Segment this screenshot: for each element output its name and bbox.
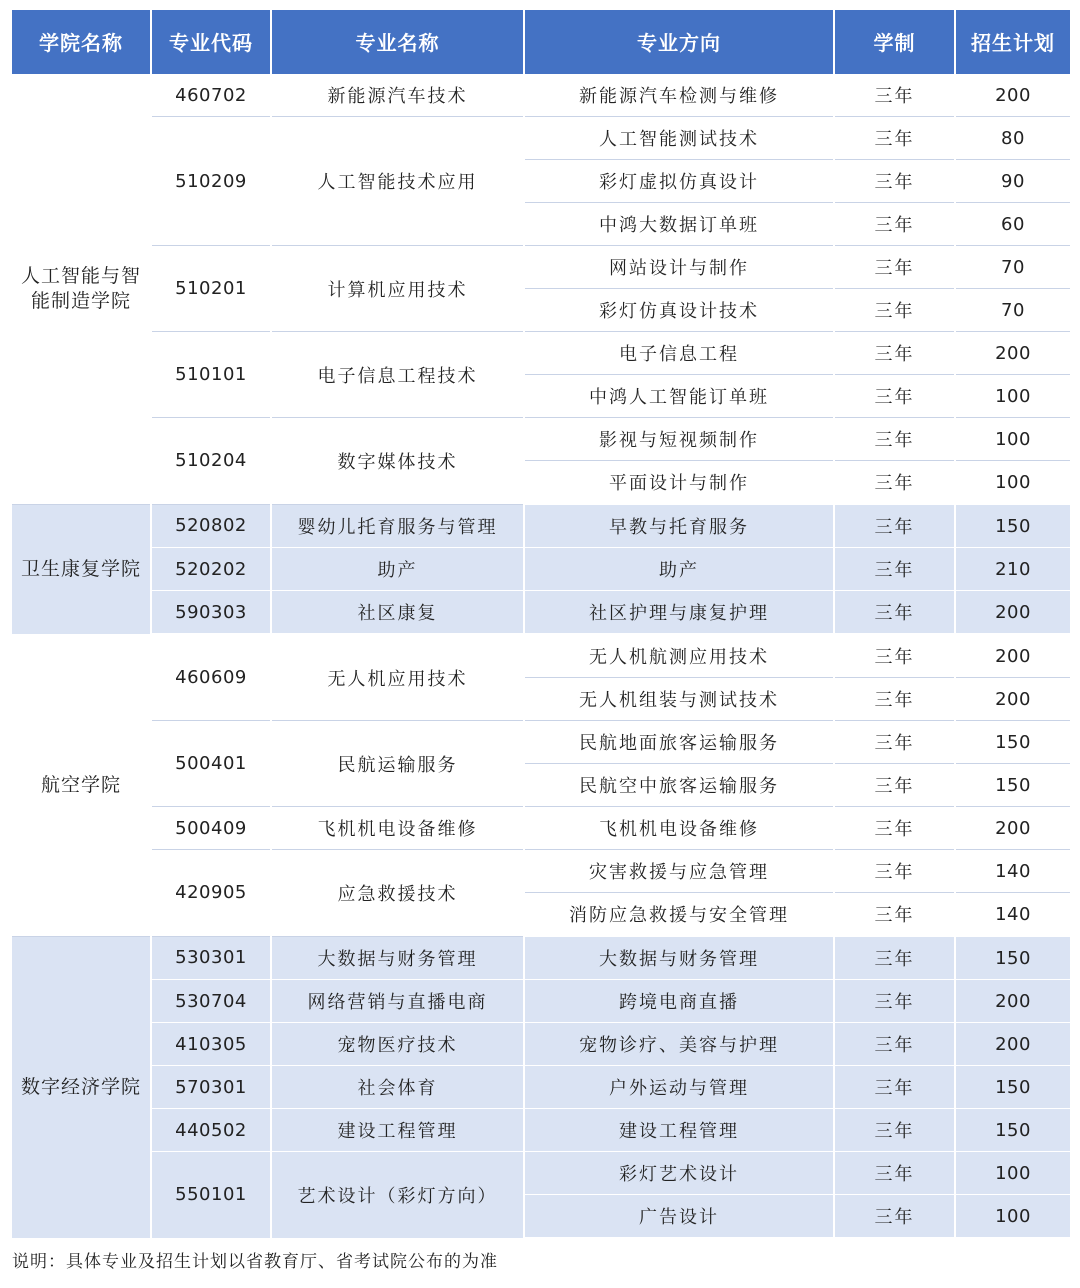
header-college: 学院名称 (11, 10, 151, 74)
table-row (11, 980, 1071, 1023)
major-name-cell: 无人机应用技术 (271, 634, 524, 721)
direction-cell: 大数据与财务管理 (524, 936, 834, 980)
plan-count-cell: 200 (955, 1023, 1071, 1066)
table-row (11, 548, 1071, 591)
duration-cell: 三年 (834, 764, 955, 807)
header-duration: 学制 (834, 10, 955, 74)
table-row (11, 634, 1071, 678)
header-direction: 专业方向 (524, 10, 834, 74)
major-code-cell: 460609 (151, 634, 271, 721)
major-code-cell: 590303 (151, 591, 271, 635)
major-code-cell: 510204 (151, 418, 271, 505)
duration-cell: 三年 (834, 893, 955, 937)
table-row (11, 504, 1071, 548)
direction-cell: 人工智能测试技术 (524, 117, 834, 160)
table-header-row (11, 10, 1071, 74)
major-name-cell: 应急救援技术 (271, 850, 524, 937)
major-code-cell: 510209 (151, 117, 271, 246)
duration-cell: 三年 (834, 289, 955, 332)
plan-count-cell: 60 (955, 203, 1071, 246)
plan-count-cell: 70 (955, 289, 1071, 332)
table-row (11, 332, 1071, 375)
major-code-cell: 530301 (151, 936, 271, 980)
table-row (11, 74, 1071, 117)
table-body (11, 74, 1071, 1239)
major-name-cell: 数字媒体技术 (271, 418, 524, 505)
major-name-cell: 网络营销与直播电商 (271, 980, 524, 1023)
table-row (11, 1152, 1071, 1195)
table-row (11, 117, 1071, 160)
major-code-cell: 570301 (151, 1066, 271, 1109)
direction-cell: 影视与短视频制作 (524, 418, 834, 461)
direction-cell: 跨境电商直播 (524, 980, 834, 1023)
table-row (11, 936, 1071, 980)
direction-cell: 中鸿大数据订单班 (524, 203, 834, 246)
duration-cell: 三年 (834, 418, 955, 461)
direction-cell: 民航地面旅客运输服务 (524, 721, 834, 764)
table-row (11, 246, 1071, 289)
plan-count-cell: 150 (955, 1066, 1071, 1109)
major-name-cell: 社区康复 (271, 591, 524, 635)
plan-count-cell: 140 (955, 893, 1071, 937)
major-name-cell: 人工智能技术应用 (271, 117, 524, 246)
major-name-cell: 电子信息工程技术 (271, 332, 524, 418)
duration-cell: 三年 (834, 246, 955, 289)
plan-count-cell: 70 (955, 246, 1071, 289)
plan-count-cell: 100 (955, 1152, 1071, 1195)
college-name-cell: 数字经济学院 (11, 936, 151, 1238)
plan-count-cell: 150 (955, 936, 1071, 980)
table-row (11, 807, 1071, 850)
footnote: 说明：具体专业及招生计划以省教育厅、省考试院公布的为准 (12, 1252, 498, 1272)
duration-cell: 三年 (834, 721, 955, 764)
major-name-cell: 新能源汽车技术 (271, 74, 524, 117)
duration-cell: 三年 (834, 980, 955, 1023)
duration-cell: 三年 (834, 504, 955, 548)
college-name-cell: 人工智能与智能制造学院 (11, 74, 151, 505)
plan-count-cell: 150 (955, 504, 1071, 548)
enrollment-plan (10, 10, 1070, 1272)
header-major-name: 专业名称 (271, 10, 524, 74)
major-name-cell: 计算机应用技术 (271, 246, 524, 332)
table-row (11, 1109, 1071, 1152)
direction-cell: 新能源汽车检测与维修 (524, 74, 834, 117)
major-name-cell: 社会体育 (271, 1066, 524, 1109)
major-code-cell: 520802 (151, 504, 271, 548)
major-name-cell: 大数据与财务管理 (271, 936, 524, 980)
plan-count-cell: 200 (955, 807, 1071, 850)
major-name-cell: 建设工程管理 (271, 1109, 524, 1152)
direction-cell: 飞机机电设备维修 (524, 807, 834, 850)
major-name-cell: 民航运输服务 (271, 721, 524, 807)
plan-count-cell: 150 (955, 764, 1071, 807)
college-name-cell: 卫生康复学院 (11, 504, 151, 634)
duration-cell: 三年 (834, 74, 955, 117)
major-code-cell: 500401 (151, 721, 271, 807)
plan-count-cell: 200 (955, 591, 1071, 635)
major-code-cell: 520202 (151, 548, 271, 591)
major-code-cell: 510101 (151, 332, 271, 418)
direction-cell: 广告设计 (524, 1195, 834, 1239)
table-row (11, 1023, 1071, 1066)
direction-cell: 灾害救援与应急管理 (524, 850, 834, 893)
major-code-cell: 510201 (151, 246, 271, 332)
duration-cell: 三年 (834, 936, 955, 980)
table-row (11, 721, 1071, 764)
plan-count-cell: 200 (955, 634, 1071, 678)
major-code-cell: 460702 (151, 74, 271, 117)
major-code-cell: 530704 (151, 980, 271, 1023)
plan-count-cell: 100 (955, 418, 1071, 461)
direction-cell: 早教与托育服务 (524, 504, 834, 548)
duration-cell: 三年 (834, 634, 955, 678)
plan-count-cell: 200 (955, 74, 1071, 117)
duration-cell: 三年 (834, 332, 955, 375)
direction-cell: 彩灯艺术设计 (524, 1152, 834, 1195)
plan-count-cell: 200 (955, 332, 1071, 375)
plan-count-cell: 150 (955, 1109, 1071, 1152)
duration-cell: 三年 (834, 850, 955, 893)
header-major-code: 专业代码 (151, 10, 271, 74)
major-code-cell: 550101 (151, 1152, 271, 1239)
plan-count-cell: 200 (955, 980, 1071, 1023)
major-name-cell: 艺术设计（彩灯方向） (271, 1152, 524, 1239)
duration-cell: 三年 (834, 160, 955, 203)
duration-cell: 三年 (834, 807, 955, 850)
direction-cell: 民航空中旅客运输服务 (524, 764, 834, 807)
direction-cell: 无人机航测应用技术 (524, 634, 834, 678)
duration-cell: 三年 (834, 375, 955, 418)
duration-cell: 三年 (834, 1109, 955, 1152)
direction-cell: 彩灯虚拟仿真设计 (524, 160, 834, 203)
direction-cell: 电子信息工程 (524, 332, 834, 375)
major-name-cell: 飞机机电设备维修 (271, 807, 524, 850)
duration-cell: 三年 (834, 1066, 955, 1109)
plan-count-cell: 100 (955, 375, 1071, 418)
major-name-cell: 婴幼儿托育服务与管理 (271, 504, 524, 548)
duration-cell: 三年 (834, 1152, 955, 1195)
direction-cell: 户外运动与管理 (524, 1066, 834, 1109)
direction-cell: 助产 (524, 548, 834, 591)
duration-cell: 三年 (834, 548, 955, 591)
duration-cell: 三年 (834, 117, 955, 160)
plan-count-cell: 200 (955, 678, 1071, 721)
direction-cell: 建设工程管理 (524, 1109, 834, 1152)
major-name-cell: 宠物医疗技术 (271, 1023, 524, 1066)
direction-cell: 平面设计与制作 (524, 461, 834, 505)
plan-count-cell: 100 (955, 1195, 1071, 1239)
plan-count-cell: 90 (955, 160, 1071, 203)
duration-cell: 三年 (834, 1195, 955, 1239)
plan-count-cell: 140 (955, 850, 1071, 893)
duration-cell: 三年 (834, 591, 955, 635)
direction-cell: 社区护理与康复护理 (524, 591, 834, 635)
table-row (11, 591, 1071, 635)
major-code-cell: 500409 (151, 807, 271, 850)
direction-cell: 网站设计与制作 (524, 246, 834, 289)
duration-cell: 三年 (834, 678, 955, 721)
major-code-cell: 420905 (151, 850, 271, 937)
table-row (11, 1066, 1071, 1109)
direction-cell: 无人机组装与测试技术 (524, 678, 834, 721)
major-code-cell: 440502 (151, 1109, 271, 1152)
major-code-cell: 410305 (151, 1023, 271, 1066)
header-plan: 招生计划 (955, 10, 1071, 74)
enrollment-table (10, 10, 1072, 1239)
college-name-cell: 航空学院 (11, 634, 151, 936)
table-row (11, 418, 1071, 461)
direction-cell: 宠物诊疗、美容与护理 (524, 1023, 834, 1066)
direction-cell: 消防应急救援与安全管理 (524, 893, 834, 937)
plan-count-cell: 210 (955, 548, 1071, 591)
plan-count-cell: 80 (955, 117, 1071, 160)
major-name-cell: 助产 (271, 548, 524, 591)
table-row (11, 850, 1071, 893)
direction-cell: 中鸿人工智能订单班 (524, 375, 834, 418)
direction-cell: 彩灯仿真设计技术 (524, 289, 834, 332)
plan-count-cell: 150 (955, 721, 1071, 764)
plan-count-cell: 100 (955, 461, 1071, 505)
duration-cell: 三年 (834, 1023, 955, 1066)
duration-cell: 三年 (834, 461, 955, 505)
duration-cell: 三年 (834, 203, 955, 246)
